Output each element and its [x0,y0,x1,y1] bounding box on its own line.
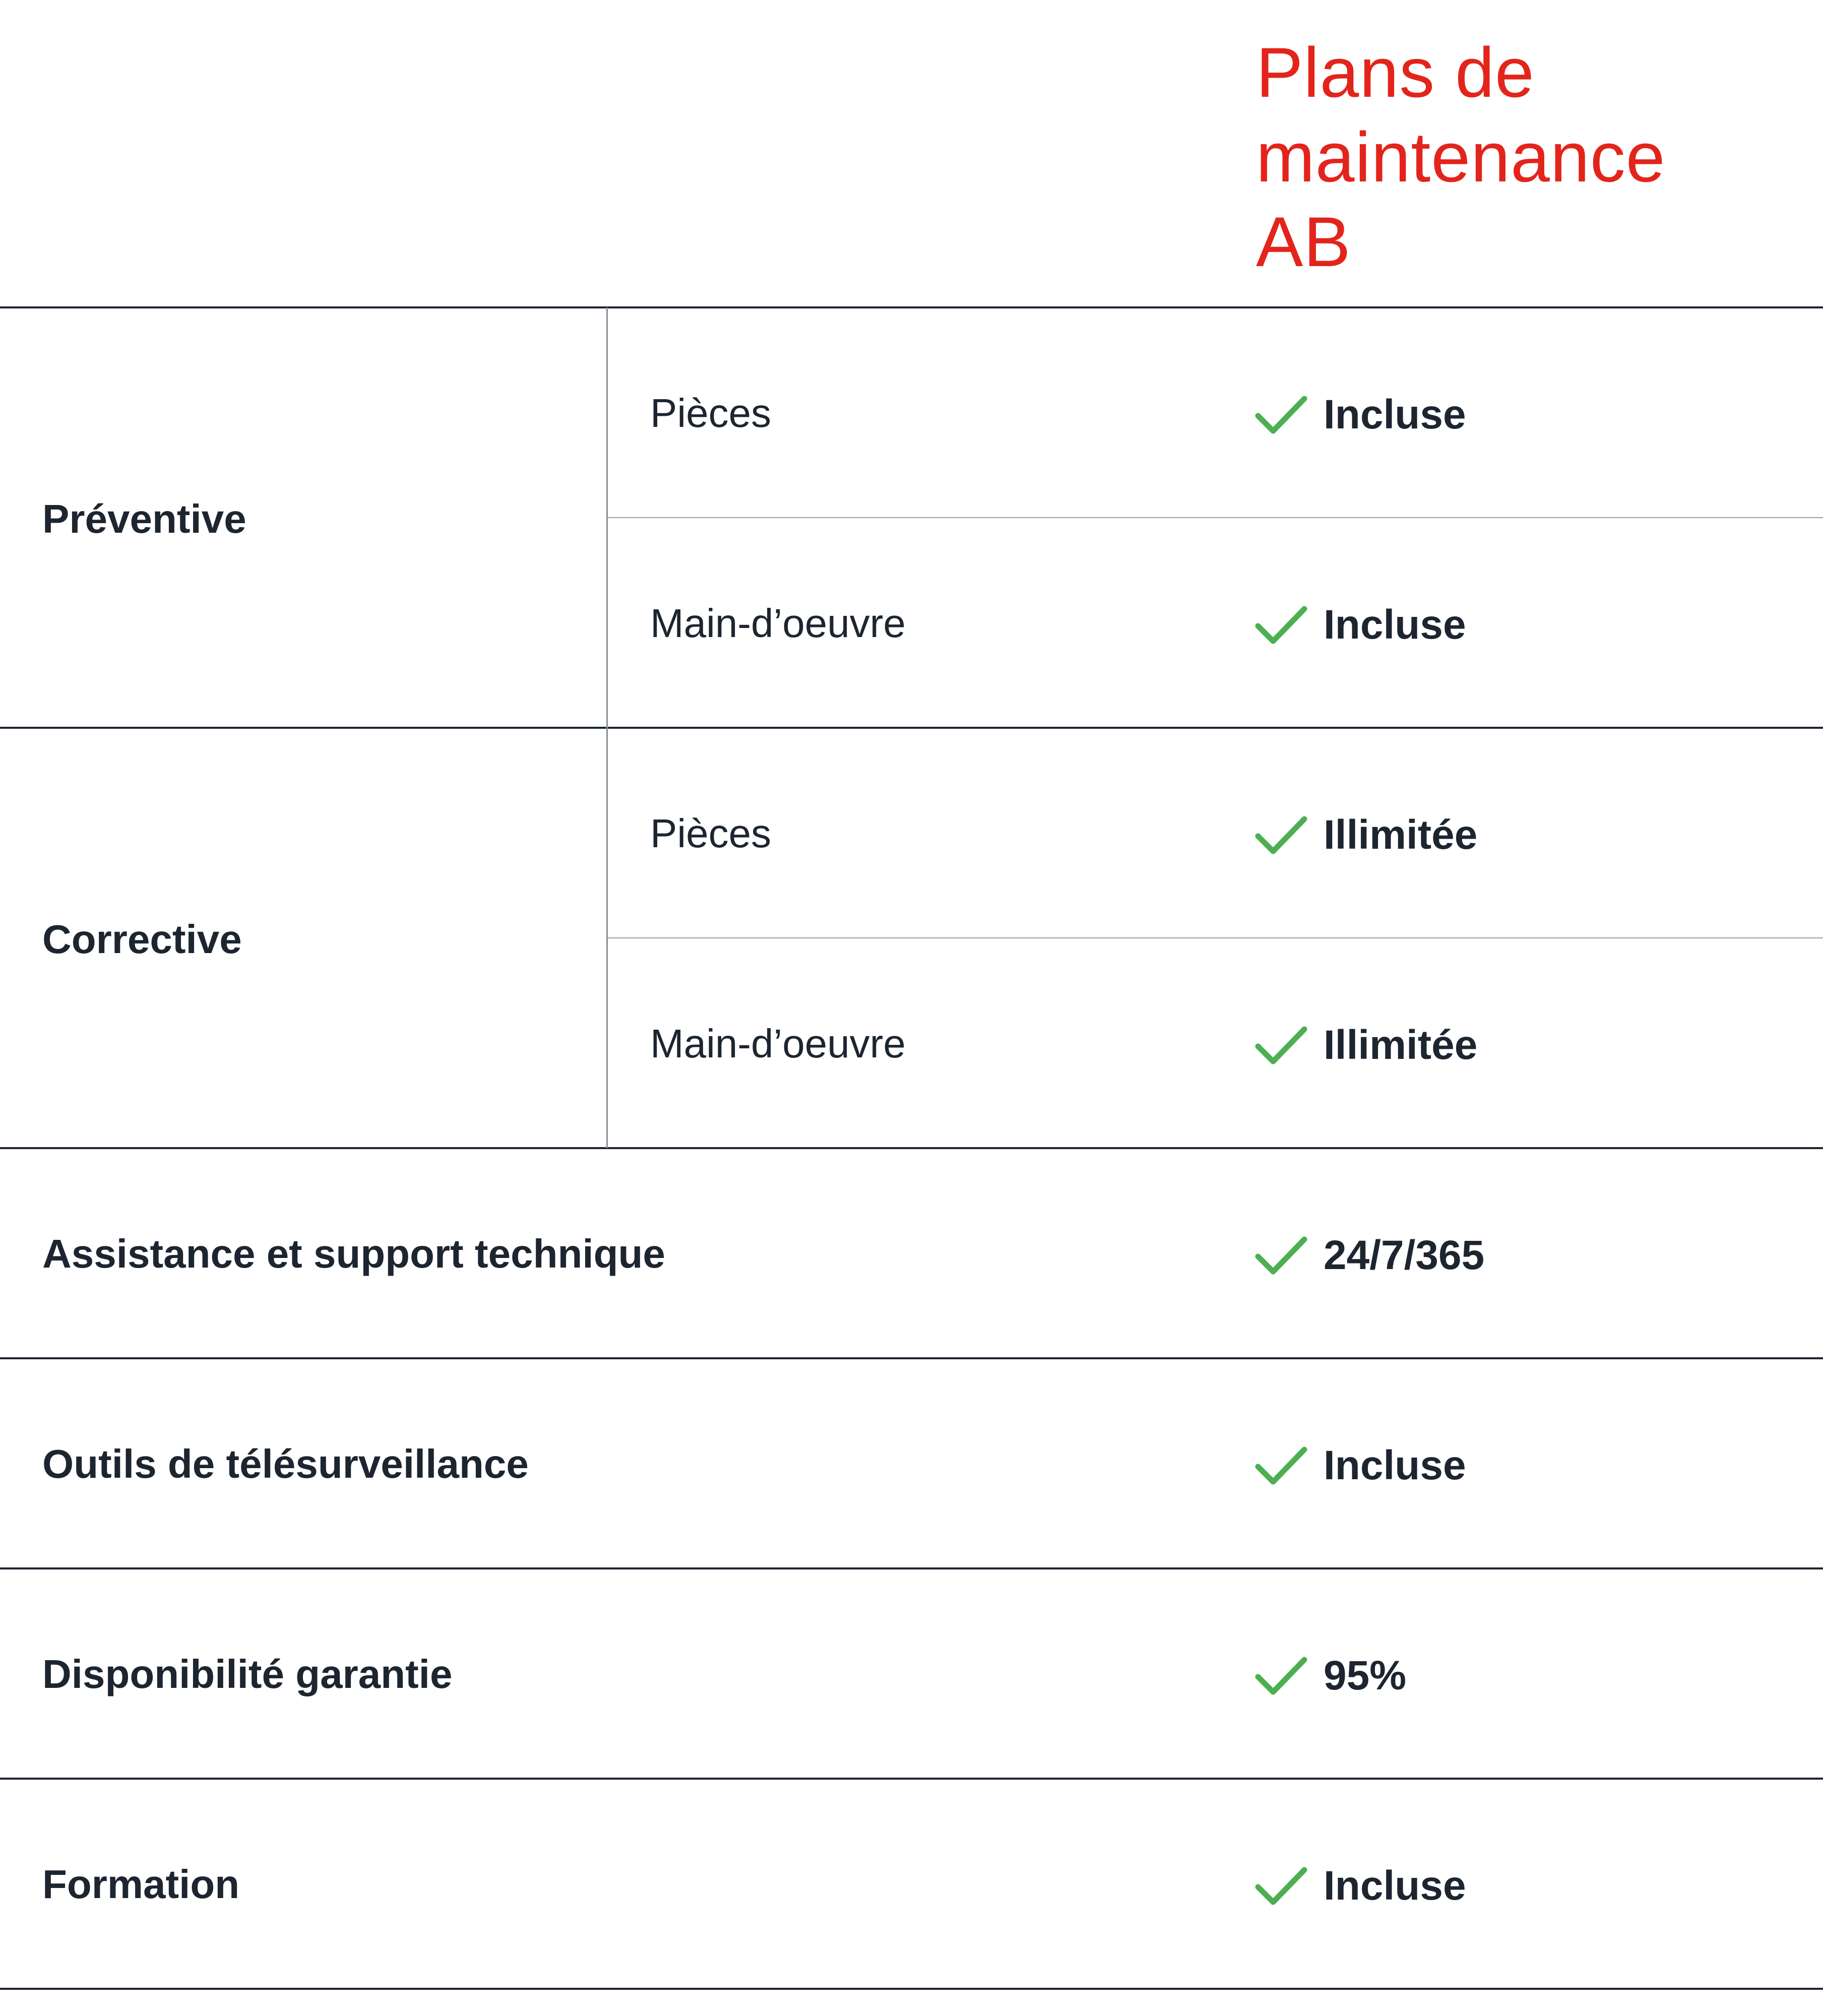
title-line-2: maintenance [1256,117,1666,197]
table-bottom-divider [0,1988,1823,1990]
remote-value-text: Incluse [1324,1442,1466,1488]
preventive-parts-value-text: Incluse [1324,392,1466,437]
corrective-labor-label: Main-d’oeuvre [650,1021,906,1066]
checkmark-icon [1255,1235,1307,1276]
category-training: Formation [42,1862,240,1907]
corrective-parts-value-text: Illimitée [1324,812,1478,858]
checkmark-icon [1255,1025,1307,1065]
corrective-parts-value [1255,810,1477,860]
availability-bottom-divider [0,1778,1823,1780]
category-availability: Disponibilité garantie [42,1652,453,1696]
availability-value [1255,1651,1406,1701]
category-preventive: Préventive [42,496,246,541]
assistance-value [1255,1230,1484,1281]
checkmark-icon [1255,395,1307,435]
title-line-1: Plans de [1256,33,1535,112]
availability-value-text: 95% [1324,1653,1407,1698]
page-title [1256,30,1760,284]
checkmark-icon [1255,605,1307,645]
corrective-parts-label: Pièces [650,811,772,856]
preventive-labor-value [1255,600,1466,650]
checkmark-icon [1255,1656,1307,1696]
remote-bottom-divider [0,1567,1823,1569]
title-line-3: AB [1256,202,1351,281]
corrective-labor-value [1255,1020,1477,1070]
category-corrective: Corrective [42,917,242,962]
preventive-inner-divider [607,517,1823,518]
checkmark-icon [1255,1445,1307,1486]
preventive-column-divider [606,307,608,728]
preventive-labor-label: Main-d’oeuvre [650,601,906,646]
preventive-bottom-divider [0,727,1823,729]
training-value-text: Incluse [1324,1863,1466,1909]
preventive-labor-value-text: Incluse [1324,602,1466,648]
corrective-column-divider [606,728,608,1148]
category-remote-monitoring: Outils de télésurveillance [42,1441,529,1486]
corrective-labor-value-text: Illimitée [1324,1022,1478,1068]
corrective-inner-divider [607,937,1823,938]
checkmark-icon [1255,1866,1307,1906]
assistance-value-text: 24/7/365 [1324,1232,1485,1278]
checkmark-icon [1255,815,1307,855]
category-assistance: Assistance et support technique [42,1231,665,1276]
preventive-parts-label: Pièces [650,391,772,435]
assistance-bottom-divider [0,1357,1823,1359]
training-value [1255,1861,1466,1911]
table-top-divider [0,306,1823,308]
corrective-bottom-divider [0,1147,1823,1149]
remote-value [1255,1440,1466,1491]
preventive-parts-value [1255,390,1466,440]
